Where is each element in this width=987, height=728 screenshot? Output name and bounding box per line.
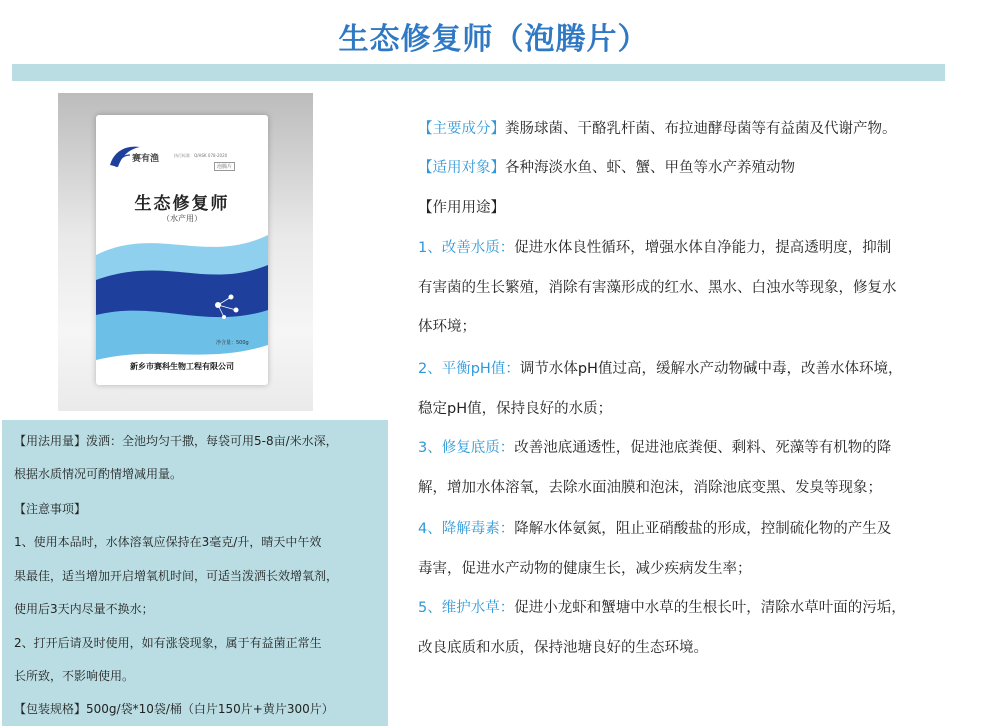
function-item	[418, 236, 891, 257]
function-item-text: 调节水体pH值过高，缓解水产动物碱中毒，改善水体环境，	[519, 361, 903, 377]
function-item-line: 稳定pH值，保持良好的水质；	[418, 401, 613, 417]
target-heading: 【适用对象】	[418, 160, 505, 176]
function-item	[418, 436, 891, 457]
function-item-heading: 4、降解毒素：	[418, 521, 515, 537]
usage-line: 【用法用量】泼洒：全池均匀干撒，每袋可用5-8亩/米水深，	[14, 434, 338, 448]
usage-line: 1、使用本品时，水体溶氧应保持在3毫克/升，晴天中午效	[14, 535, 322, 549]
title-underline-bar	[12, 64, 945, 81]
target-line	[418, 156, 795, 177]
ingredients-text: 粪肠球菌、干酪乳杆菌、布拉迪酵母菌等有益菌及代谢产物。	[505, 121, 897, 137]
bag-product-name: 生态修复师	[134, 194, 230, 214]
product-image	[58, 93, 313, 411]
function-item-text: 促进小龙虾和蟹塘中水草的生根长叶，清除水草叶面的污垢，	[514, 600, 906, 616]
function-item-text: 促进水体良性循环，增强水体自净能力，提高透明度，抑制	[514, 240, 892, 256]
usage-line: 使用后3天内尽量不换水；	[14, 602, 154, 616]
function-item-text: 改善池底通透性，促进池底粪便、剩料、死藻等有机物的降	[514, 440, 892, 456]
target-text: 各种海淡水鱼、虾、蟹、甲鱼等水产养殖动物	[505, 160, 795, 176]
bag-brand: 赛有渔	[132, 154, 160, 164]
usage-line: 长所致，不影响使用。	[14, 669, 135, 683]
bag-tag: 泡腾片	[214, 162, 235, 171]
function-item	[418, 517, 891, 538]
function-item-heading: 5、维护水草：	[418, 600, 515, 616]
function-item-heading: 3、修复底质：	[418, 440, 515, 456]
package-spec: 【包装规格】500g/袋*10袋/桶（白片150片+黄片300片）	[14, 702, 334, 716]
function-heading: 【作用用途】	[418, 200, 505, 216]
bag-subtitle: （水产用）	[162, 214, 202, 223]
usage-line: 果最佳，适当增加开启增氧机时间，可适当泼洒长效增氧剂，	[14, 569, 339, 583]
function-item-line: 解，增加水体溶氧，去除水面油膜和泡沫，消除池底变黑、发臭等现象；	[418, 480, 882, 496]
function-item-line: 体环境；	[418, 319, 476, 335]
product-bag	[96, 115, 268, 385]
function-item-text: 降解水体氨氮，阻止亚硝酸盐的形成，控制硫化物的产生及	[514, 521, 892, 537]
bag-company: 新乡市赛科生物工程有限公司	[130, 362, 234, 371]
function-item-line: 毒害，促进水产动物的健康生长，减少疾病发生率；	[418, 561, 752, 577]
function-item-line: 有害菌的生长繁殖，消除有害藻形成的红水、黑水、白浊水等现象，修复水	[418, 280, 897, 296]
usage-line: 2、打开后请及时使用，如有涨袋现象，属于有益菌正常生	[14, 636, 322, 650]
usage-line: 根据水质情况可酌情增减用量。	[14, 467, 183, 481]
ingredients-line	[418, 117, 897, 138]
function-item	[418, 596, 906, 617]
ingredients-heading: 【主要成分】	[418, 121, 505, 137]
bag-net-weight: 净含量：500g	[216, 340, 249, 346]
function-item-heading: 1、改善水质：	[418, 240, 515, 256]
function-item-heading: 2、平衡pH值：	[418, 361, 520, 377]
precautions-heading: 【注意事项】	[14, 502, 87, 516]
function-item	[418, 357, 902, 378]
function-item-line: 改良底质和水质，保持池塘良好的生态环境。	[418, 640, 708, 656]
bag-standard: 执行标准：Q/HSK 078-2020	[174, 153, 228, 158]
usage-panel	[2, 420, 388, 726]
page-title: 生态修复师（泡腾片）	[338, 22, 649, 57]
